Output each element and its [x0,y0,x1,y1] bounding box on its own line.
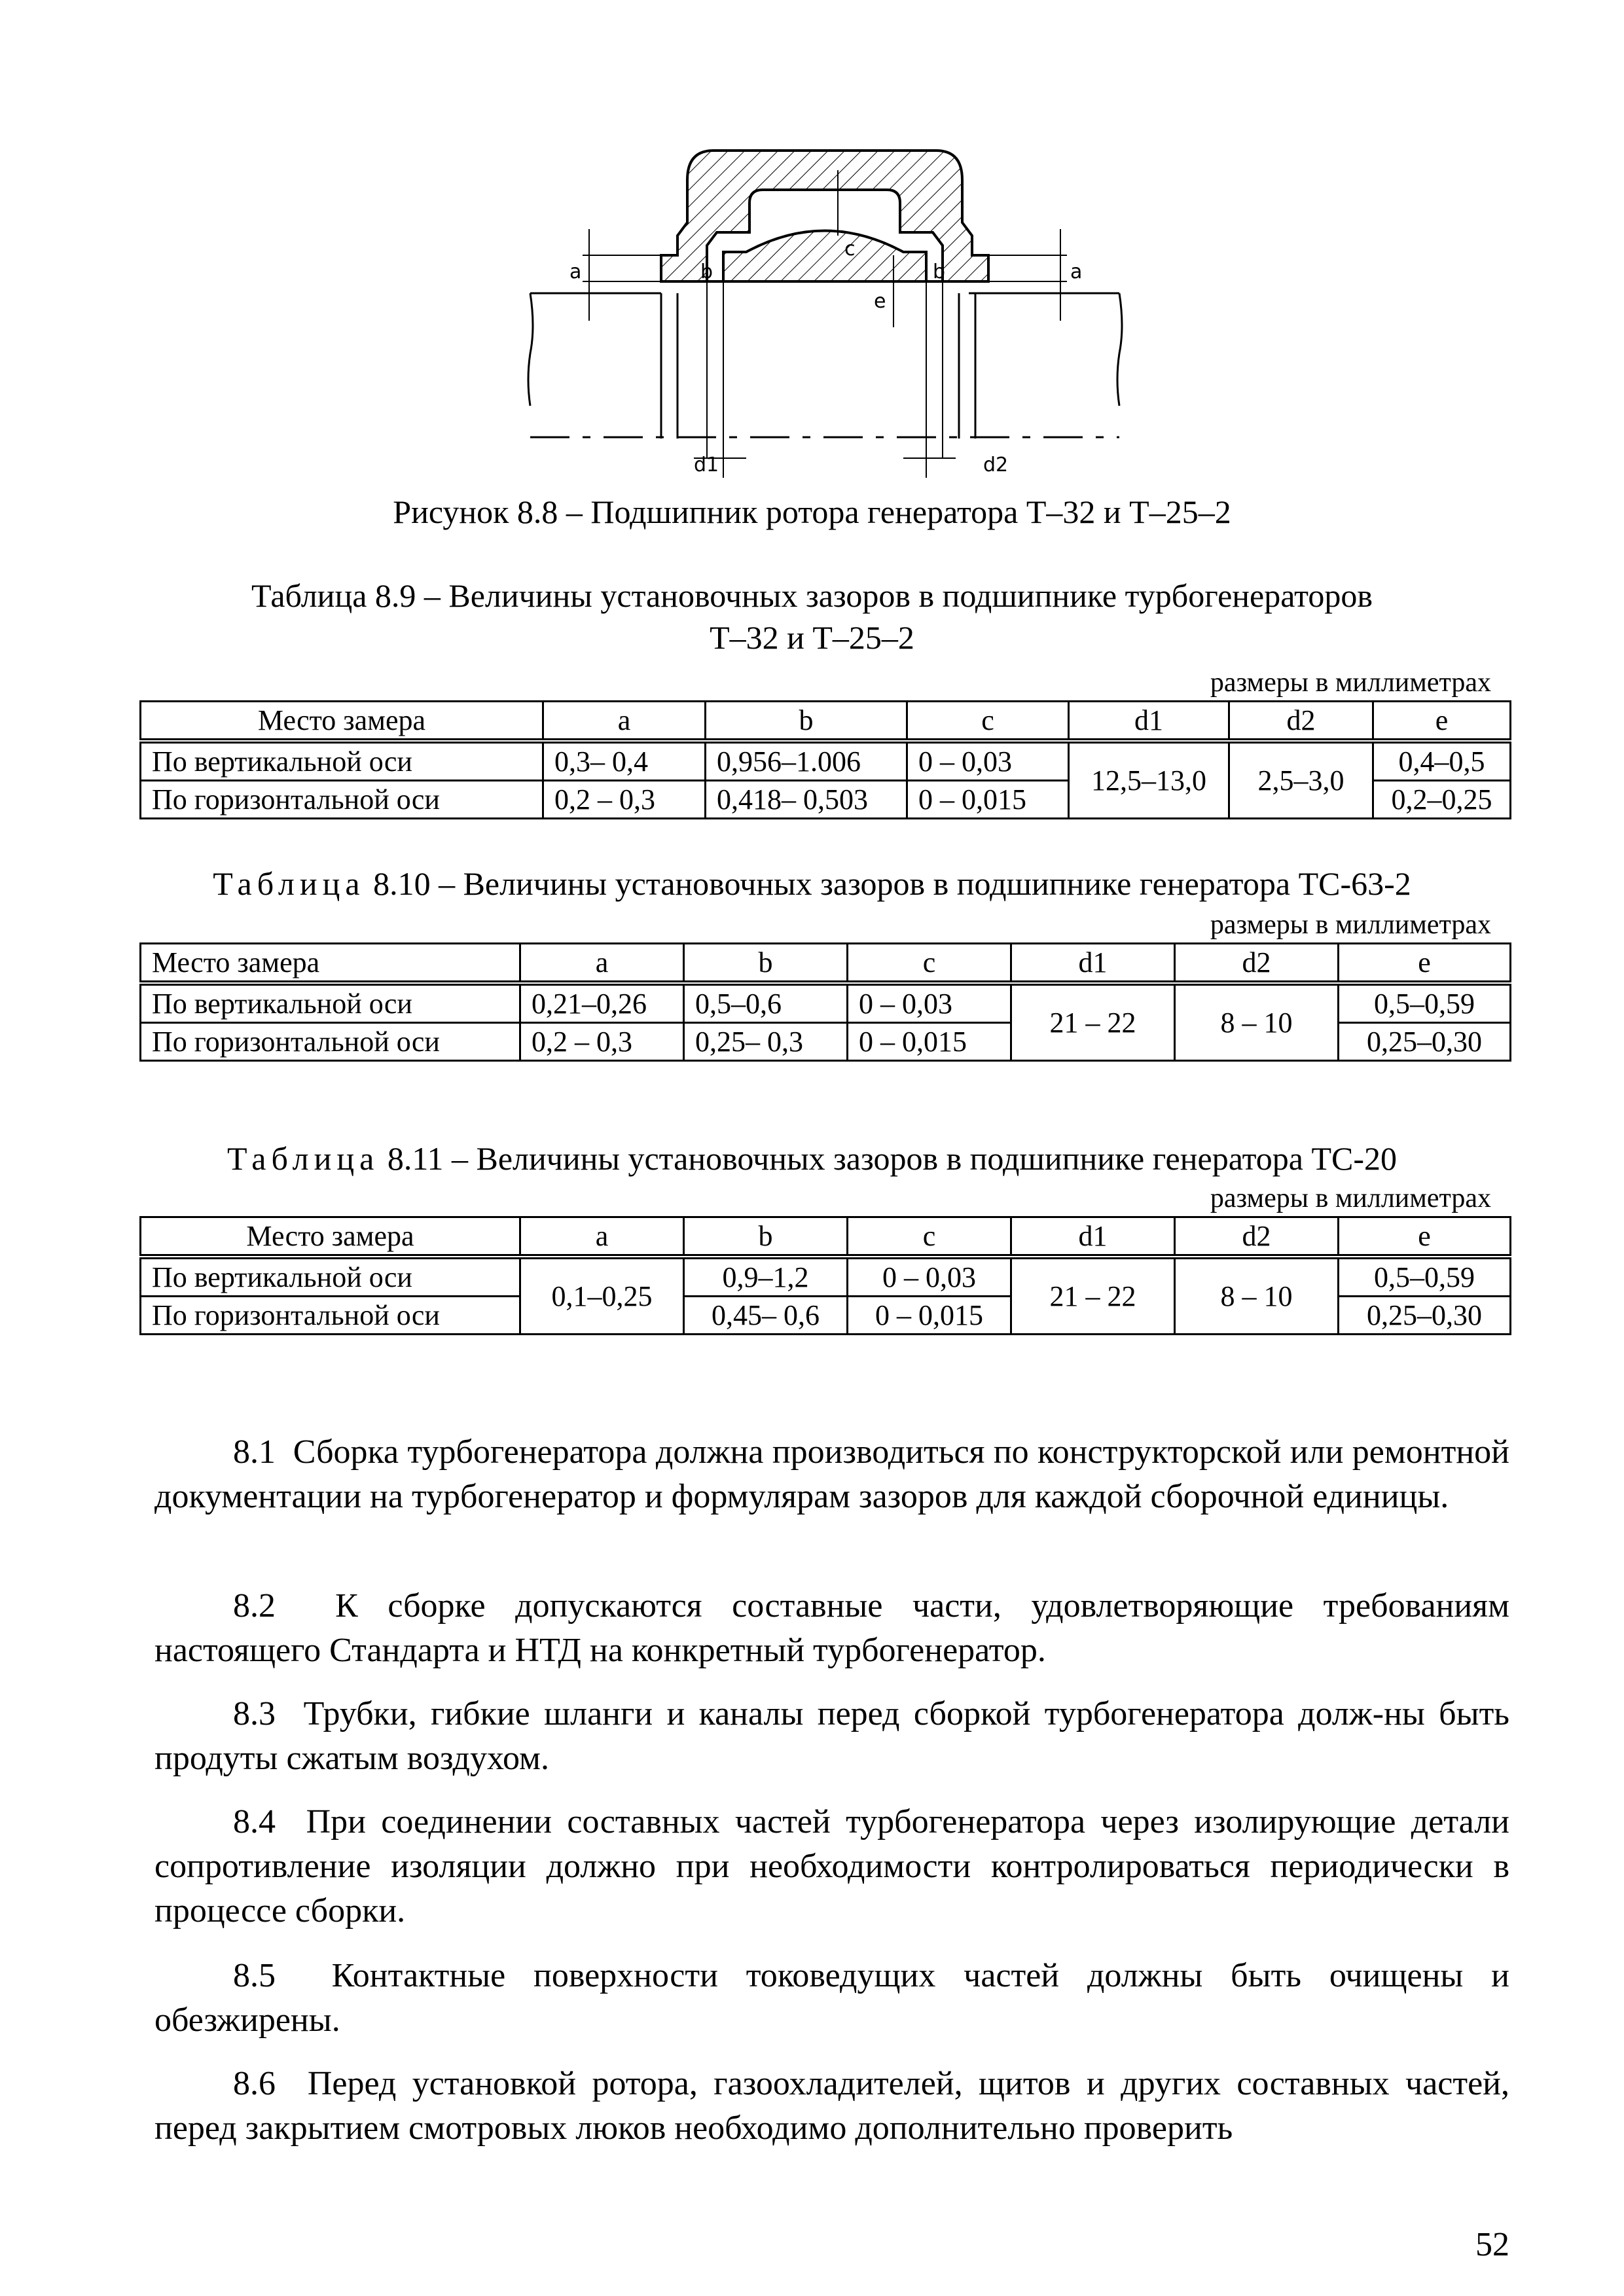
header-d1: d1 [1011,944,1175,984]
cell-c: 0 – 0,03 [848,1257,1011,1297]
cell-d1: 12,5–13,0 [1069,741,1229,819]
label-d1: d1 [694,454,719,476]
header-b: b [684,1217,848,1257]
cell-b: 0,45– 0,6 [684,1297,848,1335]
paragraph-number: 8.2 [233,1587,276,1624]
header-d1: d1 [1069,702,1229,742]
header-a: a [520,1217,684,1257]
cell-place: По вертикальной оси [141,983,520,1023]
cell-e: 0,25–0,30 [1339,1023,1511,1061]
label-a-right: a [1070,260,1083,283]
cell-e: 0,4–0,5 [1373,741,1511,781]
cell-place: По вертикальной оси [141,1257,520,1297]
paragraph-8-6 [154,2062,1509,2151]
cell-d1: 21 – 22 [1011,1257,1175,1335]
table-11-title [0,1139,1624,1178]
table-10-title-prefix: Таблица [213,865,365,902]
table-10-units: размеры в миллиметрах [1210,910,1491,940]
cell-a: 0,2 – 0,3 [543,781,706,819]
paragraph-8-2 [154,1584,1509,1673]
header-place: Место замера [141,702,543,742]
cell-d1: 21 – 22 [1011,983,1175,1061]
header-place: Место замера [141,1217,520,1257]
cell-a: 0,1–0,25 [520,1257,684,1335]
table-header-row [141,1217,1511,1257]
cell-e: 0,5–0,59 [1339,1257,1511,1297]
paragraph-text: Перед установкой ротора, газоохладителей, щитов и других составных частей, перед закрытием смотровых люков необходимо дополнительно проверить [154,2065,1509,2147]
header-e: e [1339,944,1511,984]
cell-b: 0,956–1.006 [706,741,907,781]
paragraph-text: Контактные поверхности токоведущих частей должны быть очищены и обезжирены. [154,1957,1510,2039]
figure-caption: Рисунок 8.8 – Подшипник ротора генератора Т–32 и Т–25–2 [393,493,1231,530]
paragraph-8-1 [154,1430,1509,1519]
paragraph-text: При соединении составных частей турбогенератора через изолирующие детали сопротивление изоляции должно при необходимости контролироваться периодически в процессе сборки. [154,1803,1509,1929]
table-9-title-line1: Таблица 8.9 – Величины установочных зазоров в подшипнике турбогенераторов [251,577,1373,614]
header-e: e [1339,1217,1511,1257]
cell-place: По вертикальной оси [141,741,543,781]
header-c: c [907,702,1069,742]
header-a: a [520,944,684,984]
paragraph-8-3 [154,1692,1509,1781]
table-11 [139,1216,1511,1335]
bearing-drawing [497,131,1152,497]
table-header-row [141,702,1511,742]
paragraph-8-4 [154,1800,1509,1933]
table-10-title-rest: 8.10 – Величины установочных зазоров в подшипнике генератора ТС-63-2 [365,865,1411,902]
cell-b: 0,25– 0,3 [684,1023,848,1061]
cell-a: 0,21–0,26 [520,983,684,1023]
cell-d2: 8 – 10 [1175,983,1339,1061]
table-11-title-prefix: Таблица [226,1140,380,1177]
table-9-units: размеры в миллиметрах [1210,668,1491,698]
header-d1: d1 [1011,1217,1175,1257]
header-d2: d2 [1229,702,1373,742]
header-d2: d2 [1175,1217,1339,1257]
table-row [141,741,1511,781]
cell-place: По горизонтальной оси [141,1297,520,1335]
page-number: 52 [1475,2226,1509,2263]
shaft [528,293,1122,439]
paragraph-text: Сборка турбогенератора должна производиться по конструкторской или ремонтной документации на турбогенератор и формулярам зазоров для каждой сборочной единицы. [154,1433,1509,1515]
table-11-title-rest: 8.11 – Величины установочных зазоров в подшипнике генератора ТС-20 [379,1140,1398,1177]
paragraph-number: 8.4 [233,1803,276,1840]
cell-c: 0 – 0,015 [907,781,1069,819]
label-b-left: b [700,260,713,283]
table-9-title-line2: Т–32 и Т–25–2 [710,619,914,656]
cell-e: 0,2–0,25 [1373,781,1511,819]
paragraph-number: 8.6 [233,2065,276,2102]
header-c: c [848,944,1011,984]
cell-b: 0,418– 0,503 [706,781,907,819]
table-9 [139,700,1511,819]
cell-b: 0,9–1,2 [684,1257,848,1297]
paragraph-number: 8.5 [233,1957,276,1994]
header-a: a [543,702,706,742]
cell-e: 0,5–0,59 [1339,983,1511,1023]
header-b: b [706,702,907,742]
paragraph-text: Трубки, гибкие шланги и каналы перед сборкой турбогенератора долж-ны быть продуты сжатым воздухом. [154,1695,1510,1777]
cell-d2: 8 – 10 [1175,1257,1339,1335]
cell-d2: 2,5–3,0 [1229,741,1373,819]
header-b: b [684,944,848,984]
paragraph-text: К сборке допускаются составные части, удовлетворяющие требованиям настоящего Стандарта и НТД на конкретный турбогенератор. [154,1587,1510,1669]
header-place: Место замера [141,944,520,984]
table-row [141,1257,1511,1297]
table-10-title [0,864,1624,903]
header-e: e [1373,702,1511,742]
cell-a: 0,2 – 0,3 [520,1023,684,1061]
table-row [141,983,1511,1023]
paragraph-number: 8.1 [233,1433,276,1471]
cell-c: 0 – 0,015 [848,1297,1011,1335]
paragraph-8-5 [154,1954,1509,2043]
cell-place: По горизонтальной оси [141,1023,520,1061]
cell-c: 0 – 0,03 [907,741,1069,781]
table-header-row [141,944,1511,984]
cell-place: По горизонтальной оси [141,781,543,819]
table-11-units: размеры в миллиметрах [1210,1183,1491,1213]
label-a-left: a [569,260,582,283]
cell-c: 0 – 0,015 [848,1023,1011,1061]
table-10 [139,942,1511,1062]
paragraph-number: 8.3 [233,1695,276,1732]
label-e: e [874,290,886,313]
label-d2: d2 [983,454,1009,476]
header-d2: d2 [1175,944,1339,984]
cell-c: 0 – 0,03 [848,983,1011,1023]
label-c: c [844,238,856,260]
cell-e: 0,25–0,30 [1339,1297,1511,1335]
header-c: c [848,1217,1011,1257]
label-b-right: b [933,260,946,283]
cell-a: 0,3– 0,4 [543,741,706,781]
cell-b: 0,5–0,6 [684,983,848,1023]
